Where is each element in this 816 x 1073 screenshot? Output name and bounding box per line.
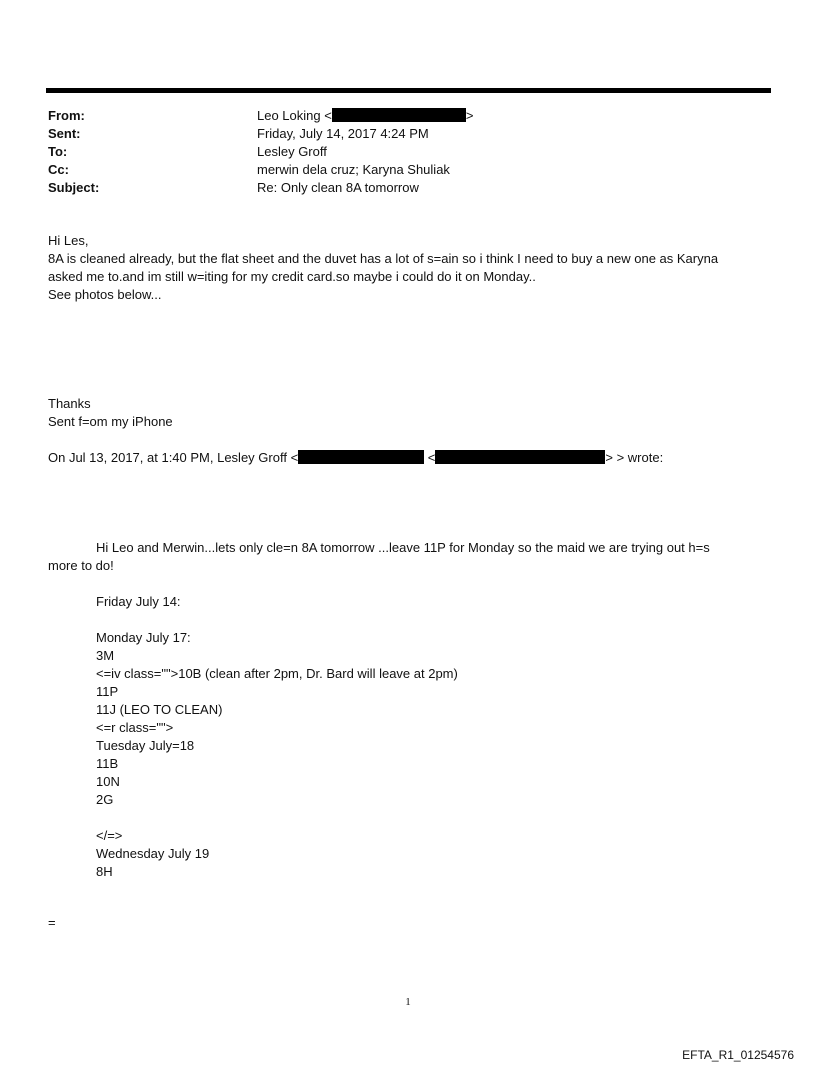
greeting: Hi Les, — [48, 233, 89, 248]
schedule-line: 11B — [96, 756, 119, 771]
schedule-line: <=iv class="">10B (clean after 2pm, Dr. Bard will leave at 2pm) — [96, 666, 458, 681]
from-row — [48, 107, 473, 125]
schedule-line: 11P — [96, 684, 119, 699]
from-close: > — [465, 108, 474, 123]
schedule-line: Monday July 17: — [96, 630, 191, 645]
redacted-email — [435, 450, 605, 464]
to-value: Lesley Groff — [257, 144, 327, 159]
sent-label: Sent: — [48, 126, 81, 141]
schedule-line: </=> — [96, 828, 123, 843]
to-row — [48, 143, 473, 161]
cc-label: Cc: — [48, 162, 69, 177]
header-rule — [46, 88, 771, 93]
cc-row — [48, 161, 473, 179]
subject-label: Subject: — [48, 180, 100, 195]
from-label: From: — [48, 108, 85, 123]
schedule-line: 8H — [96, 864, 113, 879]
quoted-line: Hi Leo and Merwin...lets only cle=n 8A tomorrow ...leave 11P for Monday so the maid we are trying out h=s — [96, 540, 710, 555]
sent-value: Friday, July 14, 2017 4:24 PM — [257, 126, 429, 141]
quote-intro-a: On Jul 13, 2017, at 1:40 PM, Lesley Groff < — [48, 450, 299, 465]
to-label: To: — [48, 144, 68, 159]
trailing-mark: = — [48, 915, 56, 930]
document-id: EFTA_R1_01254576 — [682, 1048, 794, 1062]
body-line: See photos below... — [48, 287, 162, 302]
quote-intro — [48, 449, 663, 467]
quote-intro-c: > > wrote: — [605, 450, 664, 465]
page-number: 1 — [405, 996, 411, 1008]
schedule-line: Tuesday July=18 — [96, 738, 195, 753]
redacted-email — [332, 108, 466, 122]
body-line: 8A is cleaned already, but the flat sheet and the duvet has a lot of s=ain so i think I need to buy a new one as Karyna — [48, 251, 719, 266]
schedule-line: Wednesday July 19 — [96, 846, 210, 861]
quote-intro-b: < — [427, 450, 436, 465]
redacted-name — [298, 450, 424, 464]
subject-value: Re: Only clean 8A tomorrow — [257, 180, 419, 195]
schedule-line: 2G — [96, 792, 114, 807]
thanks: Thanks — [48, 396, 91, 411]
cc-value: merwin dela cruz; Karyna Shuliak — [257, 162, 450, 177]
quoted-friday: Friday July 14: — [96, 594, 181, 609]
schedule-line: 10N — [96, 774, 120, 789]
subject-row — [48, 179, 473, 197]
schedule-line: <=r class=""> — [96, 720, 174, 735]
sent-row — [48, 125, 473, 143]
body-line: asked me to.and im still w=iting for my credit card.so maybe i could do it on Monday.. — [48, 269, 536, 284]
email-header — [48, 107, 473, 197]
quoted-line: more to do! — [48, 558, 114, 573]
schedule-line: 11J (LEO TO CLEAN) — [96, 702, 223, 717]
signature: Sent f=om my iPhone — [48, 414, 173, 429]
from-name: Leo Loking < — [257, 108, 332, 123]
schedule-line: 3M — [96, 648, 115, 663]
